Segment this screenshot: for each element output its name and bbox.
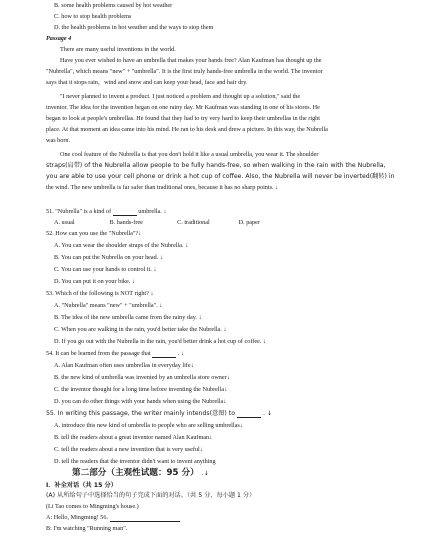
option-d[interactable]: D. you can do other things with your hands when using the Nubrella↓ — [54, 398, 227, 405]
question-52: 52. How can you use the "Nubrella"?↓ — [46, 230, 142, 237]
prev-option-b: B. some health problems caused by hot weather — [54, 2, 173, 9]
option-a[interactable]: A. Alan Kaufman often uses umbrellas in everyday life↓ — [54, 362, 194, 369]
paragraph-line: "Nubrella", which means "new" + "umbrella". It is the first truly hands-free umbrella in the world. The inventor — [46, 68, 323, 75]
paragraph-line: place. At that moment an idea came into his mind. He ran to his desk and drew a picture. In this way, the Nubrella — [46, 126, 328, 133]
paragraph-line: There are many useful inventions in the world. — [60, 46, 176, 53]
question-53: 53. Which of the following is NOT right? ↓ — [46, 290, 154, 297]
part2-heading — [72, 468, 209, 479]
paragraph-line: says that it stops rain，wind and snow and can keep your head, face and hair dry. — [46, 79, 248, 86]
option-d[interactable]: D. You can put it on your bike. ↓ — [54, 278, 135, 285]
prev-option-d: D. the health problems in hot weather and the ways to stop them — [54, 24, 214, 31]
question-51 — [46, 208, 166, 216]
paragraph-line: straps(肩带) of the Nubrella allow people to be fully hands-free, so when walking in the rain with the Nubrella, — [46, 162, 386, 169]
paragraph-line: One cool feature of the Nubrella is that you don't hold it like a usual umbrella, you wear it. The shoulder — [60, 151, 319, 158]
option-c[interactable]: C. traditional — [177, 219, 210, 226]
answer-blank[interactable] — [152, 351, 176, 358]
answer-blank[interactable] — [113, 209, 137, 216]
dialogue-line-b: B: I'm watching "Running man". — [46, 525, 128, 532]
paragraph-line: the wind. The new umbrella is far safer than traditional ones, because it has no sharp points. ↓ — [46, 184, 279, 191]
section-instruction: (A) 从所给句子中选择恰当的句子完成下面的对话。（共 5 分，每小题 1 分） — [46, 492, 256, 499]
option-d[interactable]: D. paper — [238, 219, 260, 226]
section-heading: I．补全对话（共 15 分） — [46, 482, 117, 489]
option-d[interactable]: D. tell the readers that the inventor didn't want to invent anything — [54, 458, 216, 465]
prev-option-c: C. how to stop health problems — [54, 13, 132, 20]
option-c[interactable]: C. When you are walking in the rain, you'd better take the Nubrella. ↓ — [54, 326, 227, 333]
dialogue-text: A: Hello, Mingming! 56. — [46, 514, 109, 521]
question-text: 51. "Nubrella" is a kind of — [46, 208, 112, 215]
answer-blank[interactable] — [110, 515, 180, 522]
heading-mark: .↓ — [201, 470, 209, 477]
answer-blank[interactable] — [237, 411, 261, 418]
option-b[interactable]: B. the new kind of umbrella was invented by an umbrella store owner↓ — [54, 374, 230, 381]
passage-title: Passage 4 — [46, 35, 72, 42]
dialogue-scene: (Li Tao comes to Mingming's house.) — [46, 503, 139, 510]
paragraph-line: "I never planned to invent a product. I just noticed a problem and thought up a solution," said the — [60, 93, 301, 100]
option-a[interactable]: A. "Nubrella" means "new" + "umbrella". ↓ — [54, 302, 163, 309]
question-tail: . ↓ — [177, 350, 184, 357]
question-54 — [46, 350, 184, 358]
q51-options — [54, 219, 260, 227]
question-55 — [46, 410, 272, 418]
option-a[interactable]: A. introduce this new kind of umbrella to people who are selling umbrellas↓ — [54, 422, 243, 429]
question-tail: . ↓ — [262, 410, 273, 417]
paragraph-line: you are able to use your cell phone or drink a hot cup of coffee. Also, the Nubrella will never be inverted(翻转) in — [46, 173, 395, 180]
option-b[interactable]: B. tell the readers about a great inventor named Alan Kaufman↓ — [54, 434, 213, 441]
option-b[interactable]: B. You can put the Nubrella on your head. ↓ — [54, 254, 163, 261]
question-text: 54. It can be learned from the passage that — [46, 350, 151, 357]
option-c[interactable]: C. You can use your hands to control it. ↓ — [54, 266, 157, 273]
question-text: 55. In writing this passage, the writer mainly intends(意图) to — [46, 410, 236, 417]
option-c[interactable]: C. tell the readers about a new invention that is very useful↓ — [54, 446, 203, 453]
paragraph-line: inventor. The idea for the invention began on one rainy day. Mr Kaufman was standing in one of his stores. He — [46, 104, 320, 111]
paragraph-line: was born. — [46, 137, 71, 144]
heading-text: 第二部分（主观性试题：95 分） — [72, 468, 199, 478]
option-a[interactable]: A. usual — [54, 219, 75, 226]
question-tail: umbrella. ↓ — [138, 208, 167, 215]
paragraph-line: Have you ever wished to have an umbrella that makes your hands free? Alan Kaufman has thought up the — [60, 57, 322, 64]
paragraph-line: began to look at people's umbrellas. He found that they had to try very hard to keep their umbrellas in the right — [46, 115, 320, 122]
option-d[interactable]: D. If you go out with the Nubrella in the rain, you'd better drink a hot cup of coffee. ↓ — [54, 338, 267, 345]
option-b[interactable]: B. The idea of the new umbrella came from the rainy day. ↓ — [54, 314, 202, 321]
option-c[interactable]: C. the inventor thought for a long time before inventing the Nubrella↓ — [54, 386, 228, 393]
option-a[interactable]: A. You can wear the shoulder straps of the Nubrella. ↓ — [54, 242, 189, 249]
option-b[interactable]: B. hands-free — [109, 219, 143, 226]
dialogue-line-a — [46, 514, 180, 522]
